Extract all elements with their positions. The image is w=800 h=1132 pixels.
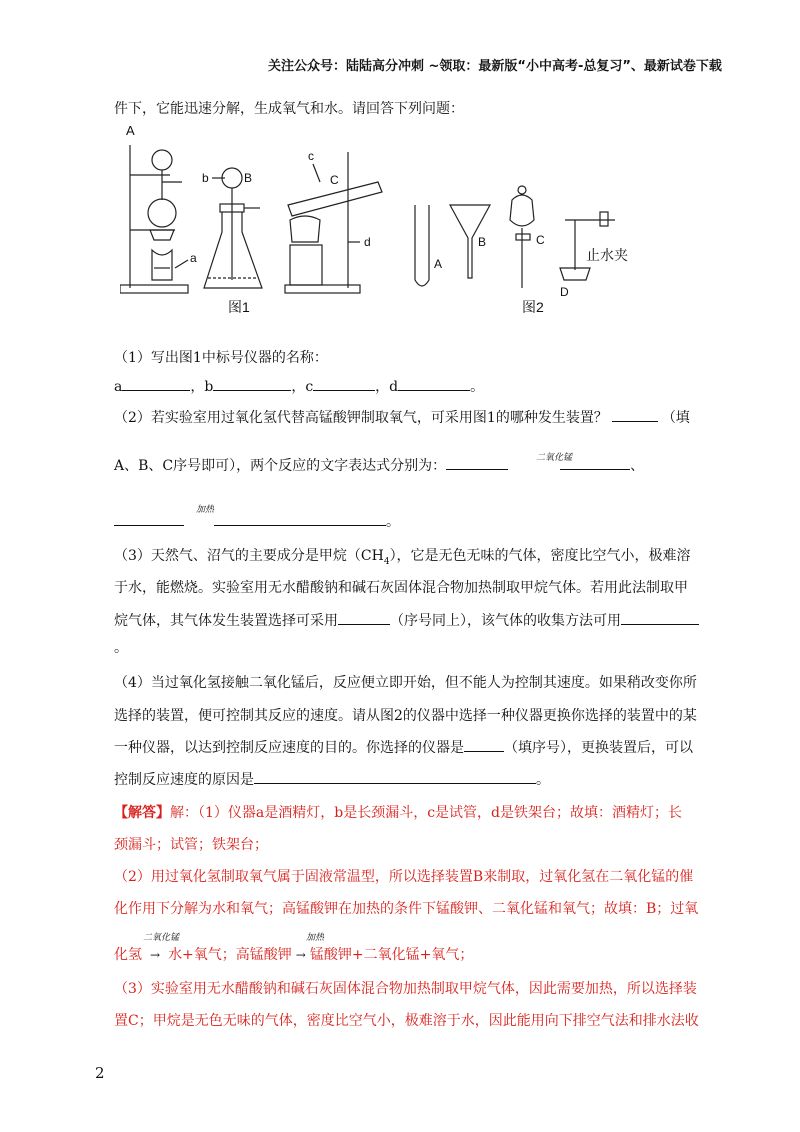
separatory-funnel-C2 xyxy=(510,186,545,288)
q4-line4 xyxy=(114,769,550,789)
label-a: a xyxy=(190,251,197,265)
q3-blank-device xyxy=(338,610,390,625)
label-C1: C xyxy=(330,173,339,187)
q3-line3-a: 烷气体，其气体发生装置选择可采用 xyxy=(114,613,338,629)
test-tube-A2 xyxy=(415,205,442,286)
answer-line2: 颈漏斗；试管；铁架台； xyxy=(114,837,268,853)
label-d: d xyxy=(364,235,371,249)
fig2-caption: 图2 xyxy=(522,299,544,315)
q4-line3-b: （填序号），更换装置后，可以 xyxy=(504,740,693,756)
answer-line5 xyxy=(114,944,473,964)
q4-blank-reason xyxy=(254,769,536,784)
answer-l5-a: 化氢 xyxy=(114,947,142,963)
page-header: 关注公众号：陆陆高分冲刺 ~领取：最新版“小中高考-总复习”、最新试卷下载 xyxy=(268,59,722,74)
q1-label-c: ，c xyxy=(291,379,314,395)
q1-label-a: a xyxy=(114,379,123,395)
q2-blank-device xyxy=(612,407,658,422)
label-D2: D xyxy=(560,285,569,299)
answer-l1-text: 解：（1）仪器a是酒精灯，b是长颈漏斗，c是试管，d是铁架台；故填：酒精灯；长 xyxy=(170,805,683,821)
clamp-assembly-D2 xyxy=(560,212,628,299)
answer-condition-heat: 加热 xyxy=(306,933,325,943)
q3-line1-rest: ），它是无色无味的气体，密度比空气小，极难溶 xyxy=(389,548,691,564)
q2-condition-heat: 加热 xyxy=(196,505,215,515)
label-c: c xyxy=(308,149,314,163)
q3-blank-method xyxy=(621,610,699,625)
blank-b xyxy=(213,376,291,391)
fig1-caption: 图1 xyxy=(228,299,250,315)
answer-line6: （3）实验室用无水醋酸钠和碱石灰固体混合物加热制取甲烷气体，因此需要加热，所以选择装 xyxy=(114,981,697,997)
q1-label-b: ，b xyxy=(190,379,214,395)
arrow-icon: → xyxy=(150,948,161,962)
q4-line1: （4）当过氧化氢接触二氧化锰后，反应便立即开始，但不能人为控制其速度。如果稍改变你所 xyxy=(114,675,697,691)
q4-line4-b: 。 xyxy=(536,772,550,788)
q3-line4: 。 xyxy=(114,640,128,656)
q2-blank-product2 xyxy=(214,511,386,526)
q3-line3 xyxy=(114,610,699,630)
q2-blank-reactant2 xyxy=(114,511,184,526)
q2-line3 xyxy=(114,511,400,531)
answer-tag: 【解答】 xyxy=(114,805,170,821)
apparatus-C xyxy=(285,149,382,293)
q2-blank-reactant1 xyxy=(446,455,508,470)
answer-line4: 化作用下分解为水和氧气；高锰酸钾在加热的条件下锰酸钾、二氧化锰和氧气；故填：B；过氧 xyxy=(114,901,699,917)
q3-subscript: 4 xyxy=(383,556,390,567)
label-A-top: A xyxy=(126,123,135,138)
q2-condition-mno2: 二氧化锰 xyxy=(536,453,573,463)
q3-line1 xyxy=(114,545,691,567)
q2-line1 xyxy=(114,407,690,427)
label-C2: C xyxy=(536,233,545,247)
arrow-icon: → xyxy=(295,948,306,962)
answer-line1 xyxy=(114,802,682,822)
q2-line3-end: 。 xyxy=(386,514,400,530)
apparatus-figure xyxy=(120,120,720,324)
q3-line1-text: （3）天然气、沼气的主要成分是甲烷（CH xyxy=(114,548,384,564)
blank-a xyxy=(122,376,190,391)
answer-line3: （2）用过氧化氢制取氧气属于固液常温型，所以选择装置B来制取，过氧化氢在二氧化锰的催 xyxy=(114,869,694,885)
blank-c xyxy=(313,376,375,391)
q4-line3-a: 一种仪器，以达到控制反应速度的目的。你选择的仪器是 xyxy=(114,740,464,756)
q1-end: 。 xyxy=(470,379,485,395)
q1-label-d: ，d xyxy=(375,379,399,395)
q3-line3-b: （序号同上），该气体的收集方法可用 xyxy=(390,613,621,629)
intro-text: 件下，它能迅速分解，生成氧气和水。请回答下列问题： xyxy=(114,101,464,117)
apparatus-B xyxy=(202,168,262,288)
label-clamp: 止水夹 xyxy=(586,247,628,263)
q2-line1-end: （填 xyxy=(661,410,690,426)
q2-line1-text: （2）若实验室用过氧化氢代替高锰酸钾制取氧气，可采用图1的哪种发生装置？ xyxy=(114,410,608,426)
answer-line7: 置C；甲烷是无色无味的气体，密度比空气小，极难溶于水，因此能用向下排空气法和排水法收 xyxy=(114,1013,699,1029)
q1-text: （1）写出图1中标号仪器的名称： xyxy=(114,350,328,366)
q1-blanks xyxy=(114,376,484,396)
funnel-B2 xyxy=(450,205,490,278)
q4-line4-a: 控制反应速度的原因是 xyxy=(114,772,254,788)
q3-line2: 于水，能燃烧。实验室用无水醋酸钠和碱石灰固体混合物加热制取甲烷气体。若用此法制取甲 xyxy=(114,580,688,596)
q2-line2-text: A、B、C序号即可），两个反应的文字表达式分别为： xyxy=(114,458,447,474)
answer-l5-c: 锰酸钾+二氧化锰+氧气； xyxy=(309,947,474,963)
answer-condition-mno2: 二氧化锰 xyxy=(143,933,180,943)
q4-line2: 选择的装置，便可控制其反应的速度。请从图2的仪器中选择一种仪器更换你选择的装置中的某 xyxy=(114,708,697,724)
label-A2: A xyxy=(434,257,443,271)
q2-line2-end: 、 xyxy=(630,458,645,474)
apparatus-A xyxy=(120,123,197,293)
q4-blank-instrument xyxy=(464,737,504,752)
q4-line3 xyxy=(114,737,693,757)
label-B2: B xyxy=(478,235,487,249)
label-b: b xyxy=(202,171,209,185)
answer-l5-b: 水+氧气；高锰酸钾 xyxy=(168,947,292,963)
page-number: 2 xyxy=(95,1064,105,1082)
blank-d xyxy=(398,376,470,391)
label-B1: B xyxy=(244,171,253,185)
